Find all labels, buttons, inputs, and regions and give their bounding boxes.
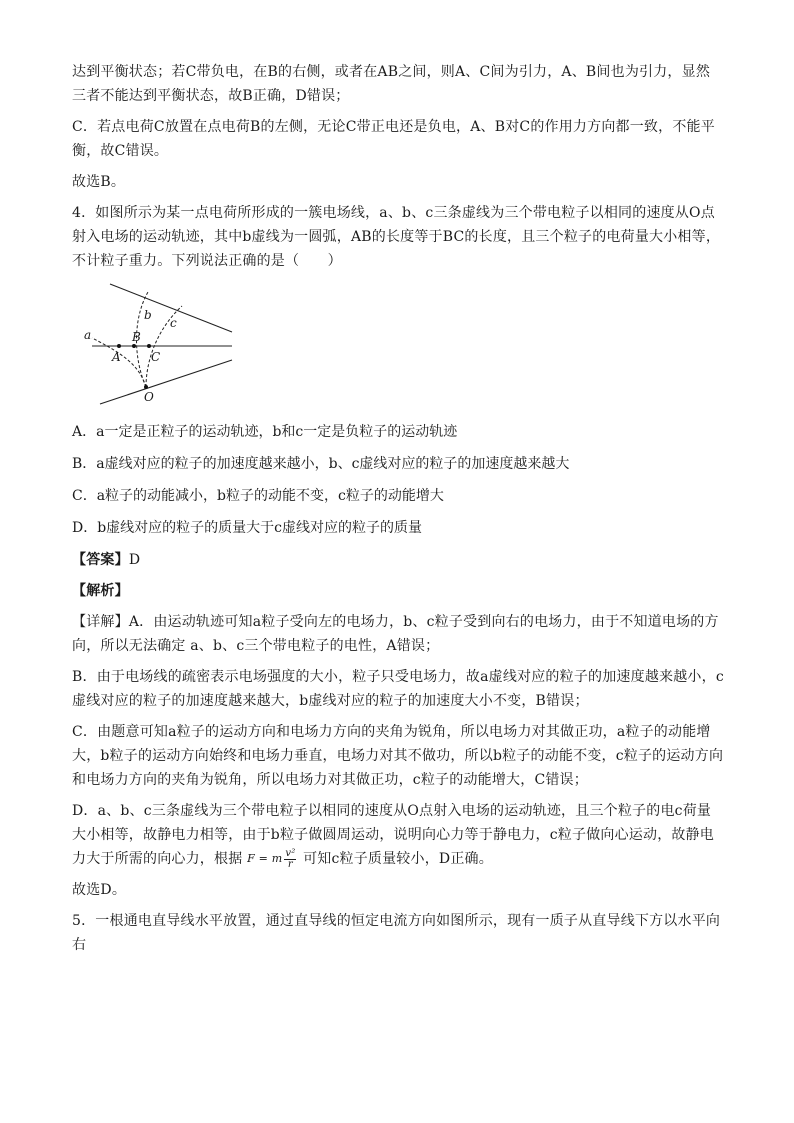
- paragraph-option-c-explanation: C．若点电荷C放置在点电荷B的左侧，无论C带正电还是负电，A、B对C的作用力方向都一致，不能平衡，故C错误。: [72, 119, 715, 159]
- detail-tag: 【详解】: [72, 614, 129, 630]
- detail-b: B．由于电场线的疏密表示电场强度的大小，粒子只受电场力，故a虚线对应的粒子的加速度越来越小，c虚线对应的粒子的加速度越来越大，b虚线对应的粒子的加速度大小不变，B错误；: [72, 669, 724, 709]
- document-page: [72, 60, 724, 964]
- answer-value: D: [128, 552, 141, 568]
- point-C: [147, 344, 151, 348]
- answer-tag: 【答案】: [72, 552, 129, 568]
- detail-d-text-pre: D．a、b、c三条虚线为三个带电粒子以相同的速度从O点射入电场的运动轨迹，且三个粒子的电c荷量大小相等，故静电力相等，由于b粒子做圆周运动，说明向心力等于静电力，c粒子做向心运动，故静电力大于所需的向心力，根据: [72, 803, 714, 867]
- field-lines-diagram: [82, 280, 242, 410]
- paragraph-conclusion-b: 故选B。: [72, 174, 126, 190]
- label-C: C: [151, 350, 161, 364]
- point-A: [117, 344, 121, 348]
- detail-c: C．由题意可知a粒子的运动方向和电场力方向的夹角为锐角，所以电场力对其做正功，a粒子的动能增大，b粒子的运动方向始终和电场力垂直，电场力对其不做功，所以b粒子的动能不变，c粒子的运动方向和电场力方向的夹角为锐角，所以电场力对其做正功，c粒子的动能增大，C错误；: [72, 724, 724, 788]
- label-a: a: [84, 328, 92, 342]
- electric-field-figure: [82, 280, 242, 410]
- label-A: A: [112, 350, 121, 364]
- point-B: [132, 344, 136, 348]
- field-line-bottom: [100, 360, 232, 404]
- analysis-tag: 【解析】: [72, 583, 129, 599]
- paragraph-conclusion-d: 故选D。: [72, 882, 127, 898]
- answer-line: [72, 548, 724, 572]
- question-5-stem: 5．一根通电直导线水平放置，通过直导线的恒定电流方向如图所示，现有一质子从直导线下方以水平向右: [72, 913, 721, 953]
- formula-lhs: F = m: [247, 852, 283, 865]
- label-O: O: [144, 390, 154, 404]
- question-4-stem: 4．如图所示为某一点电荷所形成的一簇电场线，a、b、c三条虚线为三个带电粒子以相同的速度从O点射入电场的运动轨迹，其中b虚线为一圆弧，AB的长度等于BC的长度，且三个粒子的电荷量大小相等，不计粒子重力。下列说法正确的是（ ）: [72, 205, 721, 269]
- detail-d: [72, 799, 724, 871]
- formula-denominator: r: [287, 858, 293, 870]
- analysis-line: [72, 579, 724, 603]
- label-b-curve: b: [144, 308, 152, 322]
- detail-d-text-post: 可知c粒子质量较小，D正确。: [303, 851, 493, 867]
- label-c-curve: c: [170, 316, 177, 330]
- formula-centripetal: [247, 847, 298, 871]
- detail-a: [72, 610, 724, 658]
- option-c: C．a粒子的动能减小，b粒子的动能不变，c粒子的动能增大: [72, 488, 444, 504]
- formula-fraction: [284, 849, 296, 870]
- option-a: A．a一定是正粒子的运动轨迹，b和c一定是负粒子的运动轨迹: [72, 424, 458, 440]
- formula-numerator: v²: [285, 847, 296, 859]
- paragraph-continuation: 达到平衡状态；若C带负电，在B的右侧，或者在AB之间，则A、C间为引力，A、B间也为引力，显然三者不能达到平衡状态，故B正确，D错误；: [72, 64, 711, 104]
- point-O: [144, 385, 148, 389]
- option-b: B．a虚线对应的粒子的加速度越来越小，b、c虚线对应的粒子的加速度越来越大: [72, 456, 570, 472]
- detail-a-text: A．由运动轨迹可知a粒子受向左的电场力，b、c粒子受到向右的电场力，由于不知道电场的方向，所以无法确定 a、b、c三个带电粒子的电性，A错误；: [72, 614, 719, 654]
- label-B: B: [132, 330, 141, 344]
- option-d: D．b虚线对应的粒子的质量大于c虚线对应的粒子的质量: [72, 520, 423, 536]
